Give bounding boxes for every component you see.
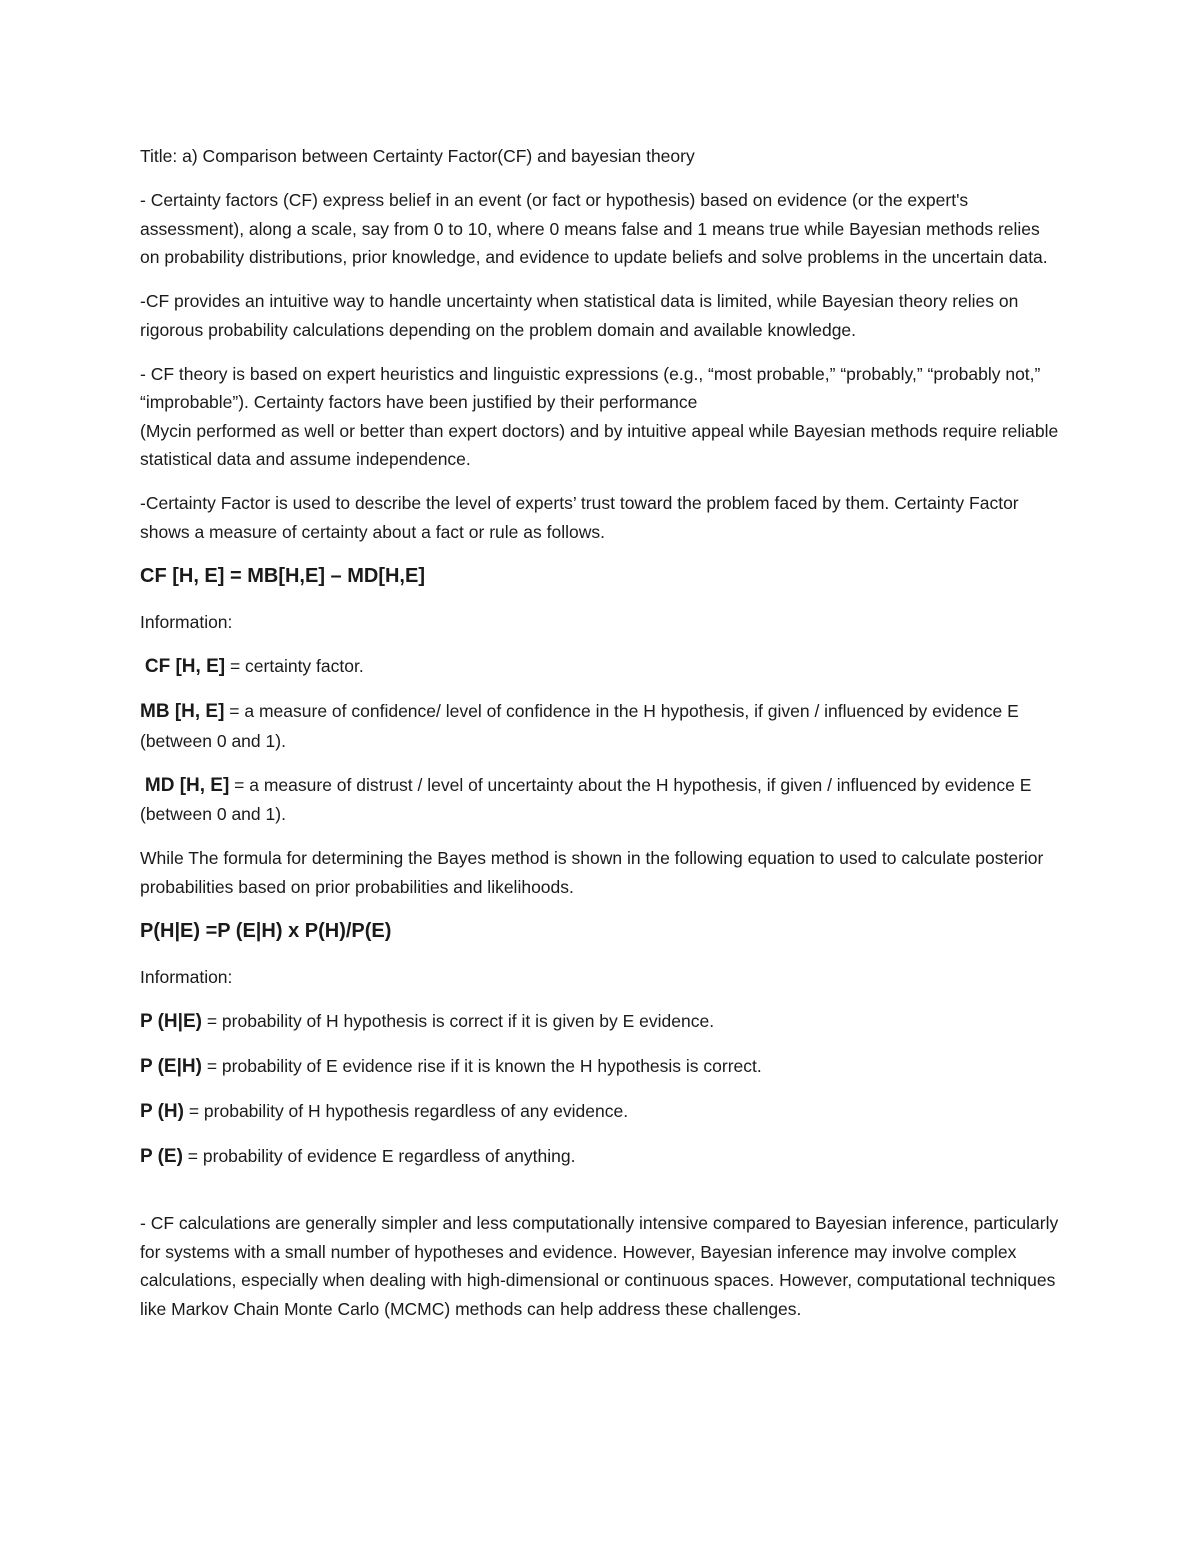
paragraph-bayes-intro: While The formula for determining the Bayes method is shown in the following equation to used to calculate posterior probabilities based on prior probabilities and likelihoods.	[140, 848, 1044, 897]
paragraph-cf-heuristics	[140, 360, 1060, 474]
ph-term: P (H)	[140, 1101, 184, 1122]
phe-term: P (H|E)	[140, 1011, 202, 1032]
document-body	[140, 142, 1060, 1339]
paragraph-cf-definition: - Certainty factors (CF) express belief in an event (or fact or hypothesis) based on evidence (or the expert's assessment), along a scale, say from 0 to 10, where 0 means false and 1 means true while Bayesian methods relies on probability distributions, prior knowledge, and evidence to update beliefs and solve problems in the uncertain data.	[140, 190, 1048, 267]
information-label-cf: Information:	[140, 612, 233, 632]
phe-term-text: = probability of H hypothesis is correct if it is given by E evidence.	[201, 1011, 715, 1031]
cf-term: CF [H, E]	[144, 656, 226, 677]
md-term-text: = a measure of distrust / level of uncertainty about the H hypothesis, if given / influenced by evidence E (between 0 and 1).	[140, 774, 1032, 824]
md-term-definition	[140, 771, 1060, 829]
paragraph-cf-trust: -Certainty Factor is used to describe the level of experts’ trust toward the problem faced by them. Certainty Factor shows a measure of certainty about a fact or rule as follows.	[140, 493, 1019, 542]
pe-term-definition	[140, 1142, 1060, 1172]
paragraph-cf-heuristics-line1: - CF theory is based on expert heuristics and linguistic expressions (e.g., “most probable,” “probably,” “probably not,” “improbable”). Certainty factors have been justified by their performance	[140, 363, 1041, 412]
bayes-formula: P(H|E) =P (E|H) x P(H)/P(E)	[140, 919, 392, 942]
peh-term: P (E|H)	[140, 1056, 202, 1077]
paragraph-cf-heuristics-line2: (Mycin performed as well or better than expert doctors) and by intuitive appeal while Bayesian methods require reliable statistical data and assume independence.	[140, 420, 1059, 469]
document-title: Title: a) Comparison between Certainty Factor(CF) and bayesian theory	[140, 146, 695, 166]
peh-term-text: = probability of E evidence rise if it is known the H hypothesis is correct.	[201, 1056, 762, 1076]
mb-term: MB [H, E]	[140, 701, 225, 722]
pe-term: P (E)	[140, 1146, 183, 1167]
paragraph-cf-intuitive: -CF provides an intuitive way to handle uncertainty when statistical data is limited, while Bayesian theory relies on rigorous probability calculations depending on the problem domain and available knowledge.	[140, 291, 1019, 340]
cf-term-text: = certainty factor.	[225, 656, 364, 676]
phe-term-definition	[140, 1007, 1060, 1037]
mb-term-text: = a measure of confidence/ level of confidence in the H hypothesis, if given / influenced by evidence E (between 0 and 1).	[140, 701, 1019, 751]
ph-term-definition	[140, 1097, 1060, 1127]
paragraph-computation: - CF calculations are generally simpler and less computationally intensive compared to Bayesian inference, particularly for systems with a small number of hypotheses and evidence. However, Bayesian inference may involve complex calculations, especially when dealing with high-dimensional or continuous spaces. However, computational techniques like Markov Chain Monte Carlo (MCMC) methods can help address these challenges.	[140, 1213, 1059, 1319]
ph-term-text: = probability of H hypothesis regardless of any evidence.	[183, 1101, 629, 1121]
md-term: MD [H, E]	[144, 774, 230, 796]
peh-term-definition	[140, 1052, 1060, 1082]
pe-term-text: = probability of evidence E regardless of anything.	[182, 1146, 576, 1166]
mb-term-definition	[140, 697, 1060, 755]
information-label-bayes: Information:	[140, 967, 233, 987]
paragraph-spacer	[140, 1187, 1060, 1209]
cf-formula: CF [H, E] = MB[H,E] – MD[H,E]	[140, 564, 425, 587]
cf-term-definition	[140, 652, 1060, 682]
